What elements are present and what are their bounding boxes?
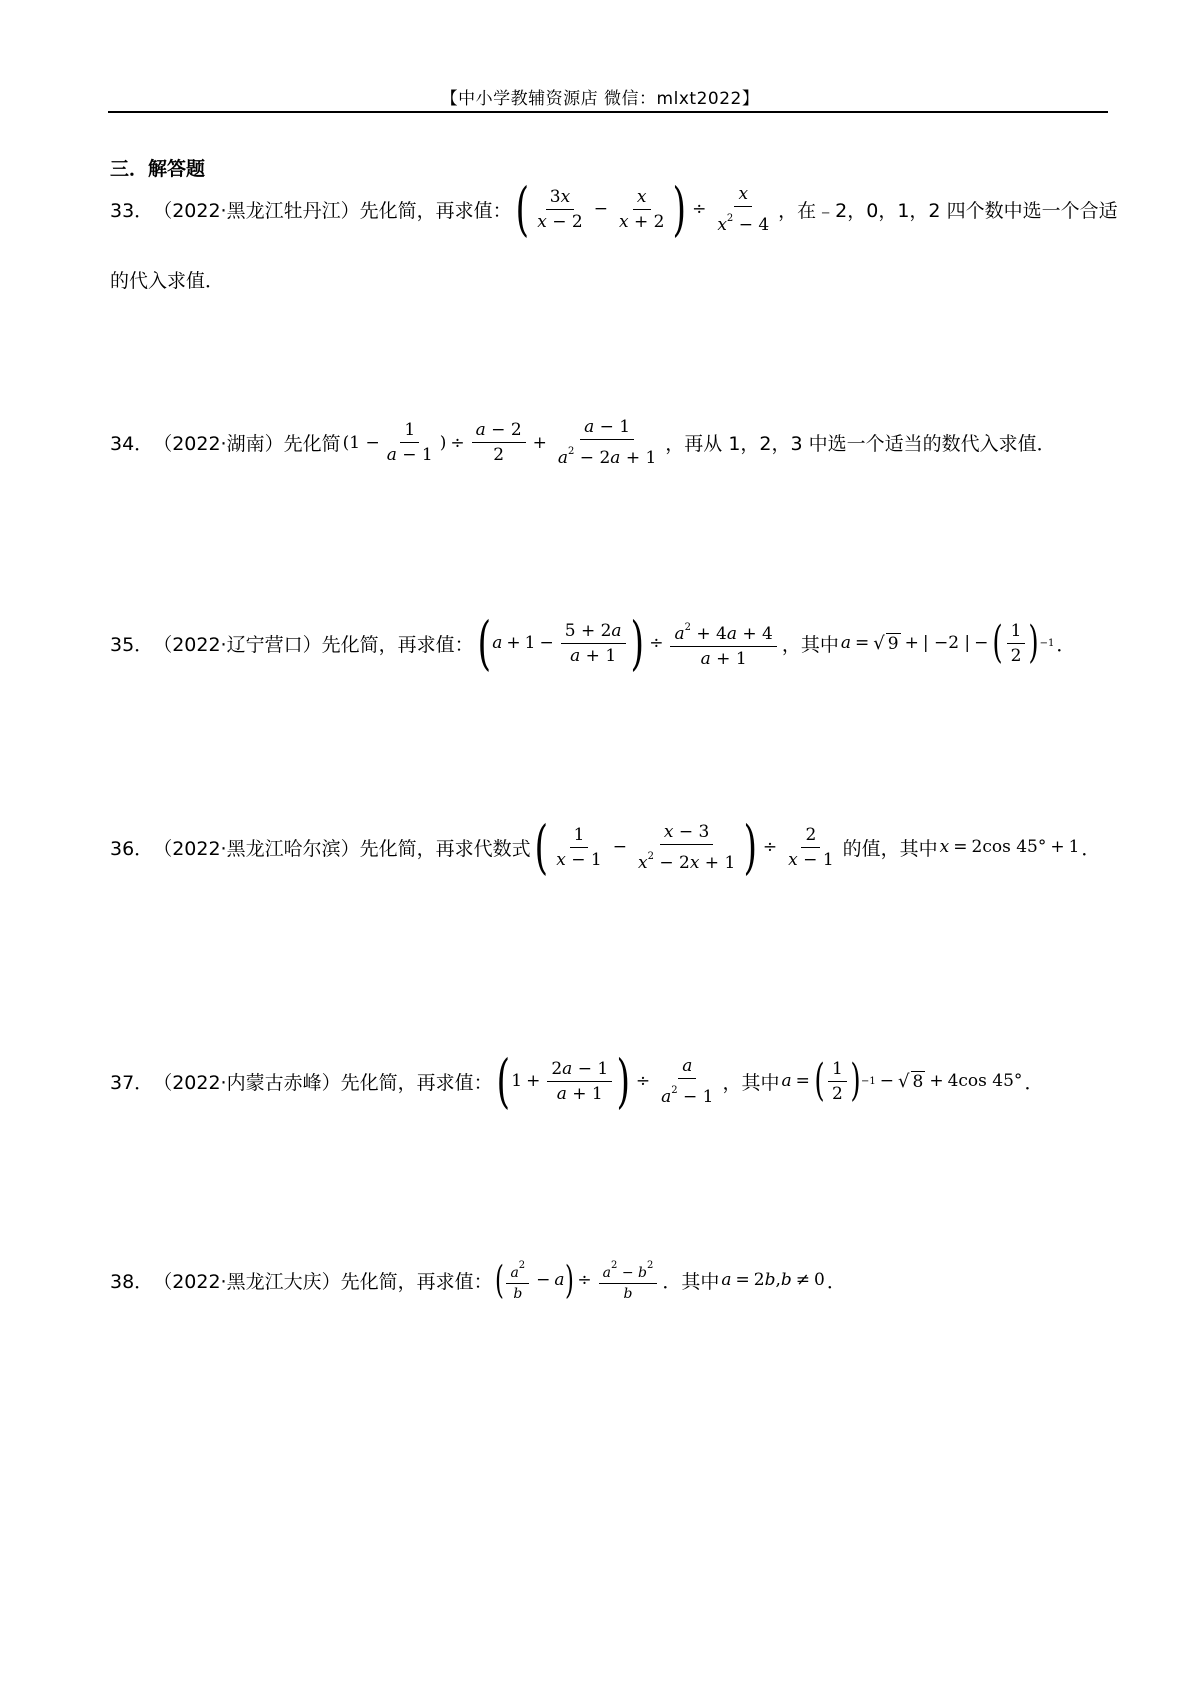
problem-text: ，在﹣2，0，1，2 四个数中选一个合适 [778, 199, 1118, 222]
header-rule [108, 111, 1108, 113]
section-title: 三．解答题 [110, 158, 206, 180]
problem-35 [110, 609, 1076, 677]
problem-text: 的值，其中 [842, 837, 938, 860]
problem-source: （2022·黑龙江大庆） [153, 1270, 341, 1293]
math-expression: ( $\frac{3x}{x - 2}$ − $\frac{x}{x + 2}$ ) ÷ $\frac{x}{x^2 - 4}$ [515, 175, 770, 243]
page-header: 【中小学教辅资源店 微信：mlxt2022】 [440, 89, 760, 109]
problem-33 [110, 175, 1118, 243]
problem-37 [110, 1047, 1044, 1115]
problem-text: ．其中 [662, 1270, 720, 1293]
math-condition: a = 2 b , b ≠ 0 [721, 1270, 825, 1290]
math-condition: a = √ 9 + | −2 | − ( $\frac{1}{2}$ ) −1 [840, 617, 1055, 668]
problem-prompt: 先化简，再求值： [340, 1071, 493, 1094]
math-expression: ( $\frac{a^2}{b}$ − a ) ÷ $\frac{a^2 - b^2}{b}$ [495, 1256, 661, 1304]
problem-source: （2022·湖南） [153, 433, 284, 455]
problem-end: ． [826, 1270, 846, 1293]
problem-33-continuation: 的代入求值． [110, 270, 225, 292]
problem-prompt: 先化简，再求值： [321, 633, 474, 656]
problem-number: 34． [110, 433, 154, 455]
problem-text: ，再从 1，2，3 中选一个适当的数代入求值． [665, 433, 1056, 455]
problem-text: ，其中 [722, 1071, 780, 1094]
problem-number: 35． [110, 633, 154, 656]
math-expression: ( $\frac{1}{x - 1}$ − $\frac{x - 3}{x^2 - 2x + 1}$ ) ÷ $\frac{2}{x - 1}$ [534, 813, 834, 881]
problem-prompt: 先化简，再求代数式 [359, 837, 531, 860]
problem-source: （2022·辽宁营口） [153, 633, 322, 656]
problem-38 [110, 1256, 846, 1304]
problem-number: 38． [110, 1270, 154, 1293]
math-condition: a = ( $\frac{1}{2}$ ) −1 − √ 8 + 4cos 45° [781, 1055, 1023, 1106]
problem-end: ． [1024, 1071, 1044, 1094]
problem-end: ． [1056, 633, 1076, 656]
math-expression: ( 1 + $\frac{2a - 1}{a + 1}$ ) ÷ $\frac{a}{a^2 - 1}$ [496, 1047, 714, 1115]
problem-source: （2022·黑龙江哈尔滨） [153, 837, 360, 860]
problem-number: 37． [110, 1071, 154, 1094]
problem-34 [110, 415, 1056, 470]
problem-text: ，其中 [781, 633, 839, 656]
problem-prompt: 先化简 [283, 433, 341, 455]
problem-36 [110, 813, 1101, 881]
math-condition: x = 2cos 45° + 1 [939, 837, 1080, 857]
problem-prompt: 先化简，再求值： [359, 199, 512, 222]
math-expression: ( a + 1 − $\frac{5 + 2a}{a + 1}$ ) ÷ $\frac{a^2 + 4a + 4}{a + 1}$ [476, 614, 780, 672]
problem-number: 36． [110, 837, 154, 860]
problem-number: 33． [110, 199, 154, 222]
problem-prompt: 先化简，再求值： [340, 1270, 493, 1293]
problem-source: （2022·黑龙江牡丹江） [153, 199, 360, 222]
problem-end: ． [1081, 837, 1101, 860]
math-expression: (1 − $\frac{1}{a - 1}$ ) ÷ $\frac{a - 2}{2}$ + $\frac{a - 1}{a^2 - 2a + 1}$ [342, 417, 657, 468]
problem-source: （2022·内蒙古赤峰） [153, 1071, 341, 1094]
